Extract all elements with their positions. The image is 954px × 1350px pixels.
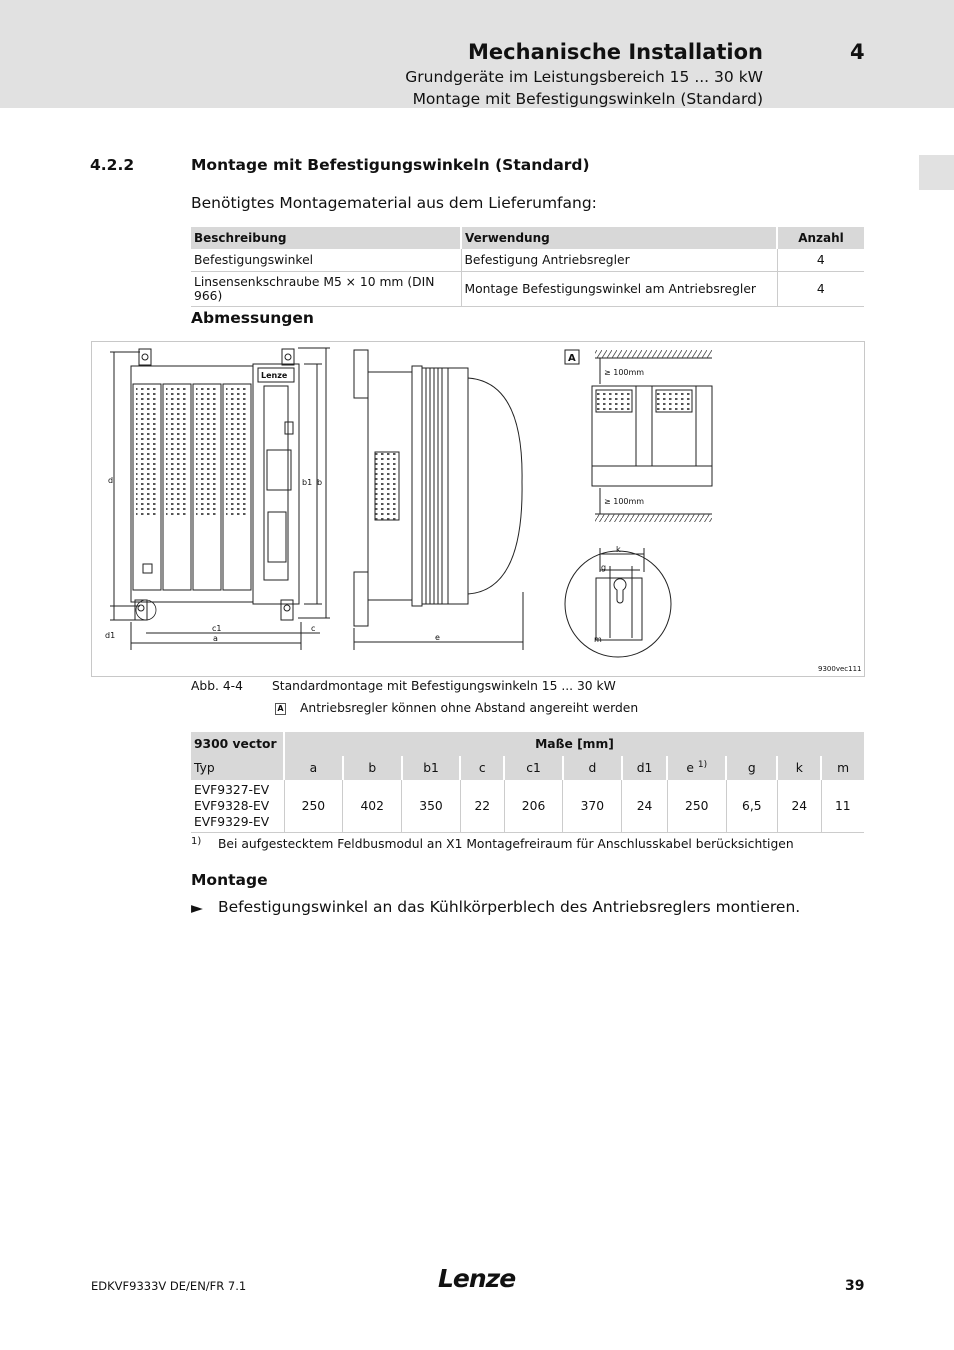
label-clear-top: ≥ 100mm <box>604 368 645 377</box>
table-cell: 4 <box>777 249 864 272</box>
head-right: Maße [mm] <box>284 732 864 756</box>
section-number: 4.2.2 <box>90 156 135 174</box>
caption-number: Abb. 4-4 <box>191 679 243 693</box>
page-title: Mechanische Installation <box>468 40 763 64</box>
label-c1: c1 <box>212 624 222 633</box>
footnote-ref: 1) <box>697 760 708 771</box>
head-left: 9300 vector <box>191 732 284 756</box>
section-intro: Benötigtes Montagematerial aus dem Lieferumfang: <box>191 194 597 212</box>
label-d: d <box>108 476 114 485</box>
page-subtitle-2: Montage mit Befestigungswinkeln (Standard) <box>412 90 763 108</box>
col-header: Beschreibung <box>191 227 461 249</box>
col-header: g <box>726 756 777 780</box>
footnote-mark: 1) <box>191 836 202 847</box>
col-header: b1 <box>402 756 461 780</box>
label-logo: Lenze <box>261 371 288 380</box>
label-d1: d1 <box>105 631 116 640</box>
table-cell: 4 <box>777 272 864 307</box>
col-header: c1 <box>504 756 563 780</box>
col-header: d <box>563 756 622 780</box>
col-header: d1 <box>622 756 668 780</box>
type-name: EVF9327-EV <box>194 783 270 797</box>
dimension-drawing <box>92 342 864 676</box>
col-header: Anzahl <box>777 227 864 249</box>
table-cell: Linsensenkschraube M5 × 10 mm (DIN 966) <box>191 272 461 307</box>
type-list <box>191 780 284 833</box>
type-name: EVF9329-EV <box>194 815 270 829</box>
table-row <box>191 249 864 272</box>
table-cell: Befestigungswinkel <box>191 249 461 272</box>
table-row <box>191 272 864 307</box>
dimensions-table-head <box>191 732 864 756</box>
col-header-e <box>667 756 726 780</box>
caption-text: Standardmontage mit Befestigungswinkeln 15 ... 30 kW <box>272 679 616 693</box>
label-b1: b1 <box>302 478 313 487</box>
col-header: k <box>777 756 821 780</box>
side-view <box>354 350 523 650</box>
table-cell: 402 <box>343 780 402 833</box>
material-table-header <box>191 227 864 249</box>
table-cell: 11 <box>821 780 864 833</box>
type-name: EVF9328-EV <box>194 799 270 813</box>
chapter-number: 4 <box>850 40 865 64</box>
footer-logo: Lenze <box>438 1264 516 1293</box>
label-k: k <box>616 545 621 554</box>
dimension-figure <box>91 341 865 677</box>
page-number: 39 <box>845 1278 865 1294</box>
label-clear-bottom: ≥ 100mm <box>604 497 645 506</box>
col-header: m <box>821 756 864 780</box>
material-table <box>191 227 864 307</box>
page-subtitle-1: Grundgeräte im Leistungsbereich 15 ... 30 kW <box>405 68 763 86</box>
typ-label: Typ <box>191 756 284 780</box>
bullet-arrow-icon: ► <box>191 899 203 917</box>
table-cell: 206 <box>504 780 563 833</box>
montage-step: Befestigungswinkel an das Kühlkörperblech des Antriebsreglers montieren. <box>218 898 801 916</box>
table-cell: 24 <box>777 780 821 833</box>
table-cell: 250 <box>667 780 726 833</box>
montage-heading: Montage <box>191 871 268 889</box>
col-header: b <box>343 756 402 780</box>
table-cell: 370 <box>563 780 622 833</box>
table-cell: Montage Befestigungswinkel am Antriebsregler <box>461 272 777 307</box>
col-header: c <box>460 756 504 780</box>
dimensions-table <box>191 732 864 833</box>
section-title: Montage mit Befestigungswinkeln (Standard) <box>191 156 590 174</box>
table-cell: 6,5 <box>726 780 777 833</box>
table-cell: 24 <box>622 780 668 833</box>
label-g: g <box>601 563 607 572</box>
caption-a-marker: A <box>275 703 286 715</box>
table-cell: Befestigung Antriebsregler <box>461 249 777 272</box>
footnote-text: Bei aufgestecktem Feldbusmodul an X1 Montagefreiraum für Anschlusskabel berücksichtigen <box>218 837 794 851</box>
chapter-side-tab <box>919 155 954 190</box>
figure-code: 9300vec111 <box>818 665 862 673</box>
table-cell: 250 <box>284 780 343 833</box>
table-cell: 22 <box>460 780 504 833</box>
label-c: c <box>311 624 316 633</box>
label-e: e <box>435 633 440 642</box>
label-b: b <box>317 478 323 487</box>
label-m: m <box>594 635 602 644</box>
label-marker-a: A <box>568 353 576 364</box>
footer-doc-id: EDKVF9333V DE/EN/FR 7.1 <box>91 1279 247 1293</box>
figure-labels <box>105 353 861 673</box>
label-a: a <box>213 634 218 643</box>
col-header: a <box>284 756 343 780</box>
table-cell: 350 <box>402 780 461 833</box>
col-header: e <box>686 761 694 776</box>
col-header: Verwendung <box>461 227 777 249</box>
table-row <box>191 780 864 833</box>
dimensions-table-columns <box>191 756 864 780</box>
caption-a-text: Antriebsregler können ohne Abstand angereiht werden <box>300 701 639 715</box>
dimensions-heading: Abmessungen <box>191 309 314 327</box>
front-view <box>110 348 330 650</box>
